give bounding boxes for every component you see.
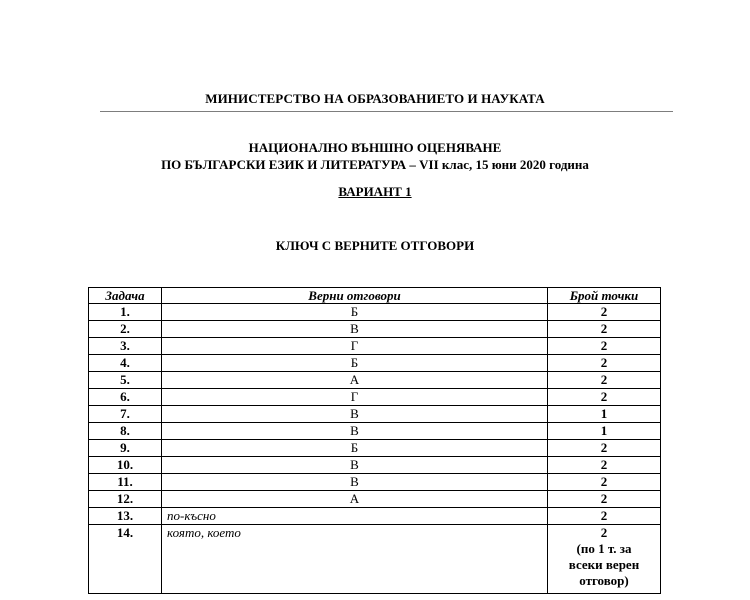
table-row — [89, 321, 661, 338]
task-number: 12. — [89, 491, 162, 508]
exam-subtitle: ПО БЪЛГАРСКИ ЕЗИК И ЛИТЕРАТУРА – VII клас, 15 юни 2020 година — [161, 157, 589, 172]
task-number: 7. — [89, 406, 162, 423]
points-value: 2 — [548, 304, 661, 321]
table-row — [89, 406, 661, 423]
task-number: 3. — [89, 338, 162, 355]
correct-answer: В — [162, 474, 548, 491]
task-number: 13. — [89, 508, 162, 525]
correct-answer: която, което — [162, 525, 548, 594]
correct-answer: А — [162, 491, 548, 508]
points-value: 2 — [548, 508, 661, 525]
column-header-answers: Верни отговори — [162, 288, 548, 304]
table-row — [89, 355, 661, 372]
points-value: 2 — [548, 321, 661, 338]
column-header-task: Задача — [89, 288, 162, 304]
task-number: 4. — [89, 355, 162, 372]
points-note: отговор) — [579, 573, 629, 588]
table-row — [89, 338, 661, 355]
answer-key-title: КЛЮЧ С ВЕРНИТЕ ОТГОВОРИ — [275, 238, 475, 253]
correct-answer: Б — [162, 355, 548, 372]
table-row — [89, 372, 661, 389]
task-number: 2. — [89, 321, 162, 338]
points-value: 2 — [548, 491, 661, 508]
points-value: 1 — [548, 406, 661, 423]
task-number: 1. — [89, 304, 162, 321]
table-row — [89, 440, 661, 457]
table-row — [89, 389, 661, 406]
task-number: 10. — [89, 457, 162, 474]
table-row — [89, 304, 661, 321]
correct-answer: Б — [162, 440, 548, 457]
column-header-points: Брой точки — [548, 288, 661, 304]
task-number: 8. — [89, 423, 162, 440]
table-row — [89, 491, 661, 508]
points-note: (по 1 т. за — [576, 541, 632, 556]
table-row — [89, 525, 661, 594]
answer-key-table — [88, 287, 661, 594]
ministry-heading: МИНИСТЕРСТВО НА ОБРАЗОВАНИЕТО И НАУКАТА — [205, 91, 545, 106]
points-cell — [548, 525, 661, 594]
points-value: 2 — [548, 355, 661, 372]
points-value: 1 — [548, 423, 661, 440]
task-number: 9. — [89, 440, 162, 457]
points-value: 2 — [600, 525, 608, 540]
points-value: 2 — [548, 440, 661, 457]
correct-answer: Б — [162, 304, 548, 321]
points-value: 2 — [548, 372, 661, 389]
exam-title: НАЦИОНАЛНО ВЪНШНО ОЦЕНЯВАНЕ — [248, 140, 502, 155]
points-value: 2 — [548, 338, 661, 355]
points-value: 2 — [548, 457, 661, 474]
correct-answer: В — [162, 406, 548, 423]
correct-answer: по-късно — [162, 508, 548, 525]
correct-answer: А — [162, 372, 548, 389]
table-row — [89, 474, 661, 491]
points-value: 2 — [548, 389, 661, 406]
table-row — [89, 508, 661, 525]
table-row — [89, 423, 661, 440]
correct-answer: В — [162, 321, 548, 338]
correct-answer: Г — [162, 338, 548, 355]
task-number: 6. — [89, 389, 162, 406]
table-header-row — [89, 288, 661, 304]
points-value: 2 — [548, 474, 661, 491]
table-row — [89, 457, 661, 474]
correct-answer: В — [162, 457, 548, 474]
correct-answer: Г — [162, 389, 548, 406]
task-number: 5. — [89, 372, 162, 389]
correct-answer: В — [162, 423, 548, 440]
variant-label: ВАРИАНТ 1 — [338, 184, 412, 199]
task-number: 11. — [89, 474, 162, 491]
points-note: всеки верен — [568, 557, 640, 572]
header-divider — [100, 111, 673, 112]
task-number: 14. — [89, 525, 162, 594]
